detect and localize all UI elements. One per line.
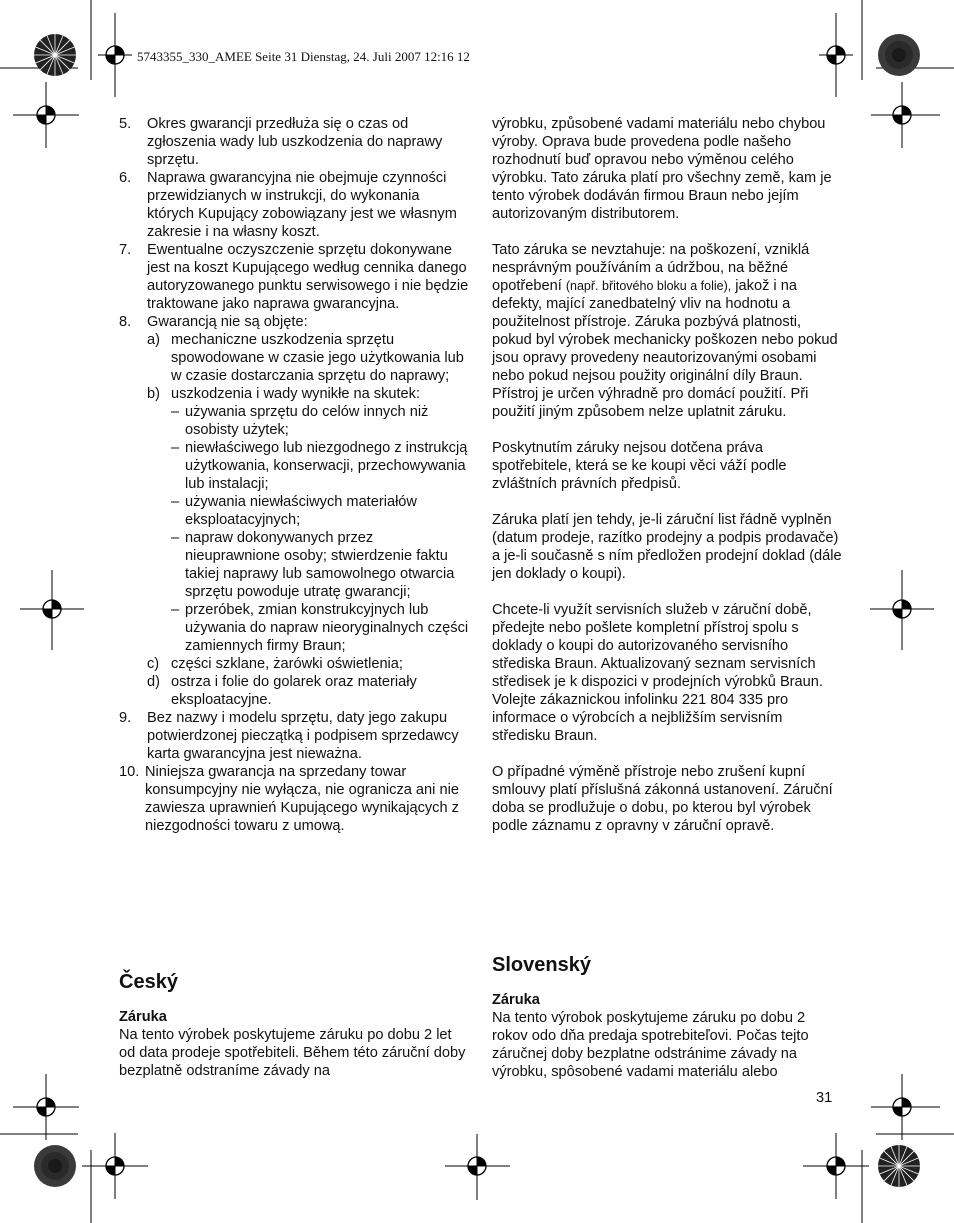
list-item	[119, 169, 469, 241]
item-text: Gwarancją nie są objęte:	[147, 314, 308, 330]
sub-item-label: b)	[147, 386, 160, 402]
item-number: 5.	[119, 116, 132, 132]
dash-text: niewłaściwego lub niezgodnego z instrukcją użytkowania, konserwacji, przechowywania lub instalacji;	[185, 440, 468, 492]
dash-list-item	[171, 493, 469, 529]
list-item	[119, 313, 469, 709]
sub-list-item	[147, 331, 469, 385]
sub-item-text: części szklane, żarówki oświetlenia;	[171, 656, 403, 672]
dash-list-item	[171, 403, 469, 439]
czech-paragraph: Chcete-li využít servisních služeb v záruční době, předejte nebo pošlete kompletní přístroj spolu s doklady o koupi do autorizovaného servisního střediska Braun. Aktualizovaný seznam servisních středisek je k dispozici v prodejních výrobků Braun.	[492, 602, 823, 690]
slovak-section	[492, 953, 842, 1081]
slovak-intro: Na tento výrobok poskytujeme záruku po dobu 2 rokov odo dňa predaja spotrebiteľovi. Počas tejto záručnej doby bezplatne odstránime závady na výrobku, spôsobené vadami materiálu alebo	[492, 1010, 809, 1080]
sub-item-text: uszkodzenia i wady wynikłe na skutek:	[171, 386, 421, 402]
item-text: Naprawa gwarancyjna nie obejmuje czynności przewidzianych w instrukcji, do wykonania których Kupujący zobowiązany jest we własnym zakresie i na własny koszt.	[147, 170, 457, 240]
registration-star-bottom-right	[878, 1145, 920, 1187]
dash-text: przeróbek, zmian konstrukcyjnych lub używania do napraw nieoryginalnych części zamiennych firmy Braun;	[185, 602, 469, 654]
czech-p2-end: jakož i na defekty, mající zanedbatelný vliv na hodnotu a použitelnost přístroje. Záruka pozbývá platnosti, pokud byl výrobek mechanicky poškozen nebo pokud jsou opravy provedeny neautorizovanými osobami nebo pokud nejsou použity originální díly Braun. Přístroj je určen výhradně pro domácí použití. Při použití jiným způsobem nelze uplatnit záruku.	[492, 278, 838, 420]
czech-section	[119, 970, 469, 1080]
sub-list-item	[147, 655, 469, 673]
item-number: 6.	[119, 170, 132, 186]
list-item	[119, 709, 469, 763]
czech-intro: Na tento výrobek poskytujeme záruku po dobu 2 let od data prodeje spotřebiteli. Během této záruční doby bezplatně odstraníme závady na	[119, 1027, 466, 1079]
dash-label: –	[171, 602, 180, 618]
list-item	[119, 763, 469, 835]
item-text: Ewentualne oczyszczenie sprzętu dokonywane jest na koszt Kupującego według cennika danego autoryzowanego punktu serwisowego i nie będzie traktowane jako naprawa gwarancyjna.	[147, 242, 469, 312]
sub-item-text: mechaniczne uszkodzenia sprzętu spowodowane w czasie jego użytkowania lub w czasie dostarczania sprzętu do naprawy;	[171, 332, 464, 384]
dash-label: –	[171, 530, 180, 546]
item-number: 8.	[119, 314, 132, 330]
czech-paragraph: O případné výměně přístroje nebo zrušení kupní smlouvy platí příslušná zákonná ustanovení. Záruční doba se prodlužuje o dobu, po kterou byl výrobek podle záznamu z opravny v záruční opravě.	[492, 764, 833, 834]
dash-label: –	[171, 440, 180, 456]
list-item	[119, 241, 469, 313]
polish-warranty-column	[119, 115, 469, 835]
item-text: Okres gwarancji przedłuża się o czas od zgłoszenia wady lub uszkodzenia do naprawy sprzętu.	[147, 116, 443, 168]
dash-list-item	[171, 439, 469, 493]
sub-list-item	[147, 385, 469, 655]
slovak-subheading: Záruka	[492, 992, 540, 1008]
sub-item-label: c)	[147, 656, 160, 672]
sub-item-label: d)	[147, 674, 160, 690]
dash-text: używania sprzętu do celów innych niż osobisty użytek;	[185, 404, 429, 438]
sub-list-item	[147, 673, 469, 709]
page-number: 31	[816, 1090, 833, 1106]
item-number: 9.	[119, 710, 132, 726]
dash-label: –	[171, 404, 180, 420]
czech-paragraph	[492, 241, 842, 421]
slovak-heading: Slovenský	[492, 954, 591, 976]
sub-item-label: a)	[147, 332, 160, 348]
czech-p2-note: (např. břitového bloku a folie),	[565, 279, 732, 293]
czech-paragraph: Poskytnutím záruky nejsou dotčena práva spotřebitele, která se ke koupi věci váží podle zvláštních právních předpisů.	[492, 440, 787, 492]
dash-list-item	[171, 601, 469, 655]
print-header: 5743355_330_AMEE Seite 31 Dienstag, 24. Juli 2007 12:16 12	[137, 49, 470, 64]
list-item	[119, 115, 469, 169]
czech-paragraph: Záruka platí jen tehdy, je-li záruční list řádně vyplněn (datum prodeje, razítko prodejny a podpis prodavače) a je-li současně s ním předložen prodejní doklad (dále jen doklady o koupi).	[492, 512, 842, 582]
registration-star-top-left	[34, 34, 76, 76]
registration-dot-top-right	[878, 34, 920, 76]
czech-p2-start: Tato záruka se nevztahuje: na poškození, vzniklá nesprávným používáním a údržbou, na běžné opotřebení	[492, 242, 810, 294]
dash-label: –	[171, 494, 180, 510]
dash-text: napraw dokonywanych przez nieuprawnione osoby; stwierdzenie faktu takiej naprawy lub samowolnego otwarcia sprzętu powoduje utratę gwarancji;	[185, 530, 455, 600]
czech-paragraph: Volejte zákaznickou infolinku 221 804 335 pro informace o výrobcích a nejbližším servisním středisku Braun.	[492, 692, 789, 744]
item-text: Bez nazwy i modelu sprzętu, daty jego zakupu potwierdzonej pieczątką i podpisem sprzedawcy karta gwarancyjna jest nieważna.	[147, 710, 459, 762]
sub-item-text: ostrza i folie do golarek oraz materiały eksploatacyjne.	[171, 674, 417, 708]
registration-dot-bottom-left	[34, 1145, 76, 1187]
item-number: 7.	[119, 242, 132, 258]
czech-paragraph: výrobku, způsobené vadami materiálu nebo chybou výroby. Oprava bude provedena podle našeho rozhodnutí buď opravou nebo výměnou celého výrobku. Tato záruka platí pro všechny země, kam je tento výrobek dodáván firmou Braun nebo jejím autorizovaným distributorem.	[492, 116, 832, 222]
item-number: 10.	[119, 764, 140, 780]
dash-text: używania niewłaściwych materiałów eksploatacyjnych;	[185, 494, 417, 528]
dash-list-item	[171, 529, 469, 601]
czech-subheading: Záruka	[119, 1009, 167, 1025]
czech-warranty-column	[492, 115, 842, 835]
czech-heading: Český	[119, 971, 178, 993]
item-text: Niniejsza gwarancja na sprzedany towar konsumpcyjny nie wyłącza, nie ogranicza ani nie zawiesza uprawnień Kupującego wynikających z niezgodności towaru z umową.	[145, 764, 459, 834]
